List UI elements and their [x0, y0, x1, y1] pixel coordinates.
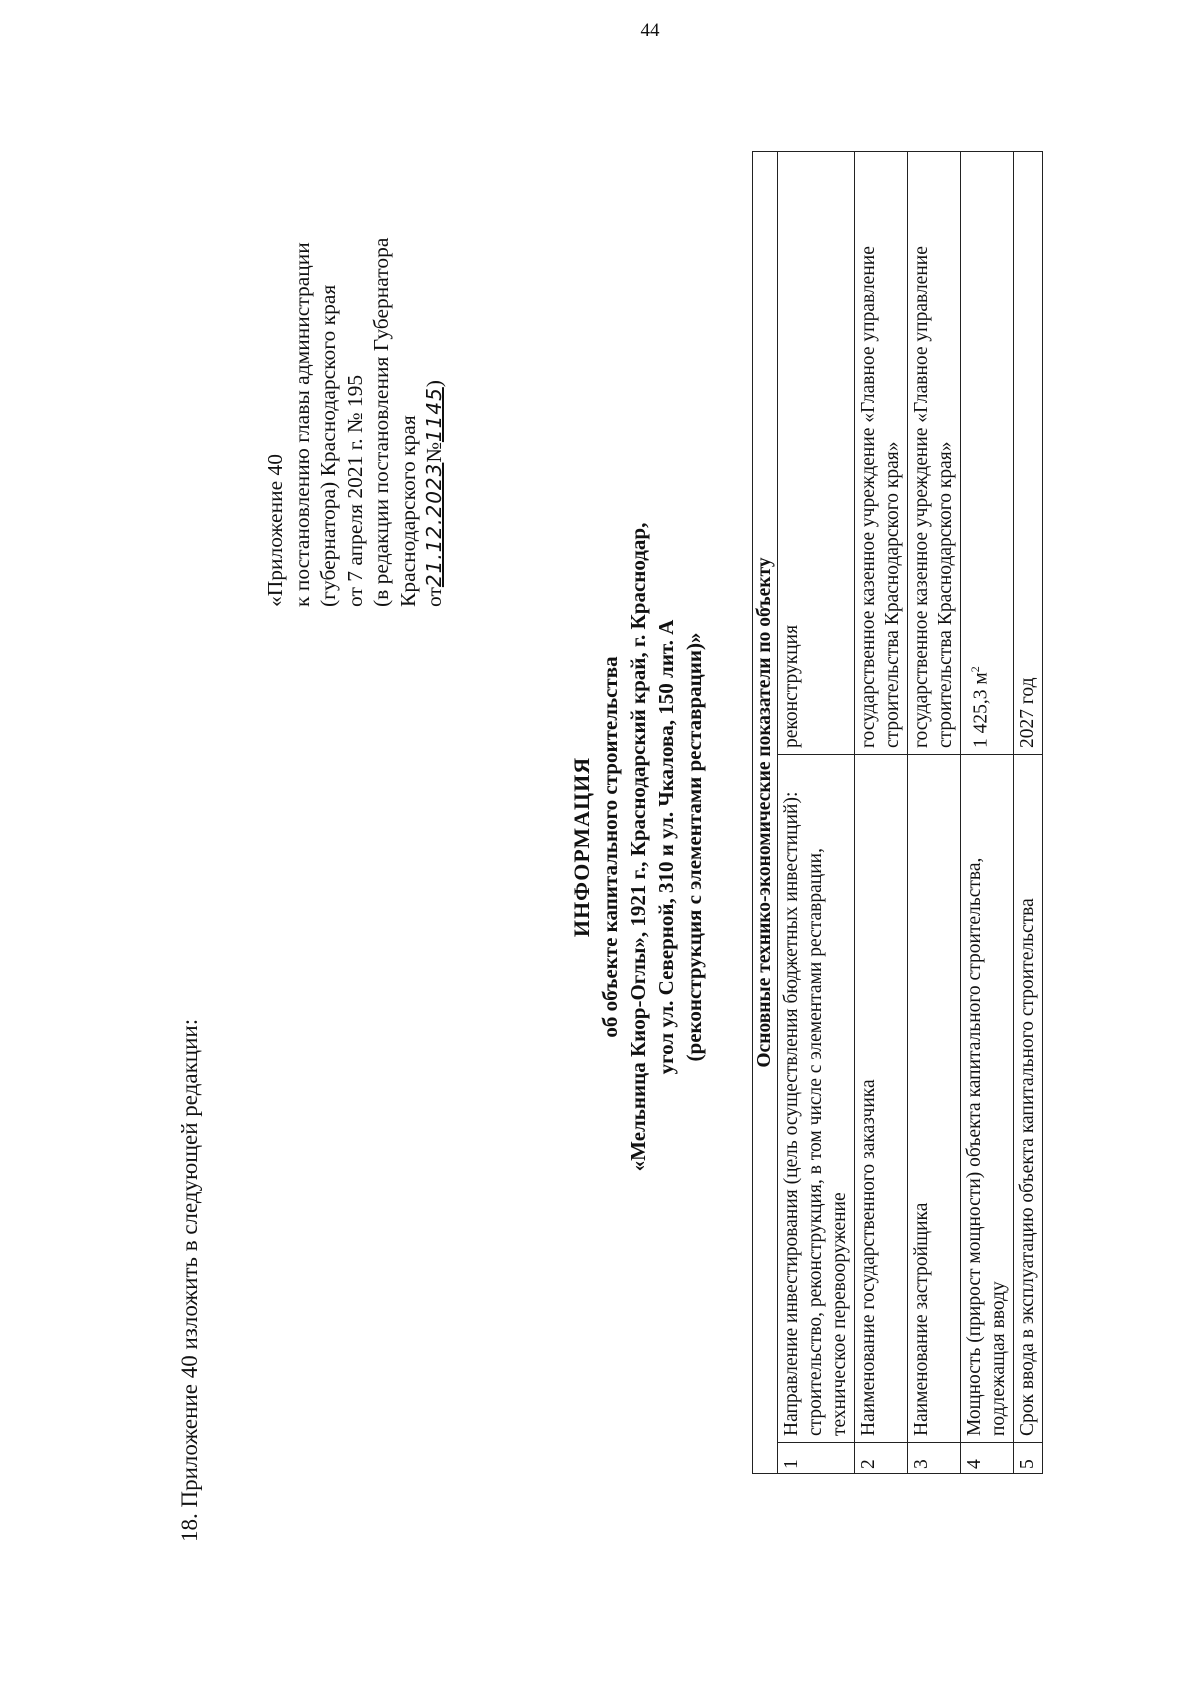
- unit-superscript: 2: [968, 666, 982, 673]
- table-row: [778, 152, 855, 1474]
- table-header: Основные технико-экономические показатели по объекту: [753, 152, 778, 1474]
- heading-line: угол ул. Северной, 310 и ул. Чкалова, 150 лит. А: [654, 619, 678, 1075]
- row-number: 3: [908, 1443, 961, 1474]
- appendix-line: (в редакции постановления Губернатора: [369, 237, 393, 607]
- row-number: 5: [1014, 1443, 1043, 1474]
- heading-subtitle: об объекте капитального строительства: [598, 656, 622, 1038]
- row-number: 4: [961, 1443, 1014, 1474]
- heading-line: «Мельница Киор-Оглы», 1921 г., Краснодарский край, г. Краснодар,: [626, 522, 650, 1172]
- row-value: государственное казенное учреждение «Главное управление строительства Краснодарского края»: [855, 152, 908, 755]
- appendix-line: (губернатора) Краснодарского края: [316, 284, 340, 607]
- appendix-line: Краснодарского края: [395, 415, 420, 607]
- table-header-row: [753, 152, 778, 1474]
- handwritten-date: 21.12.2023: [422, 462, 446, 588]
- row-value: 2027 год: [1014, 152, 1043, 755]
- table-row: [908, 152, 961, 1474]
- handwritten-number: 1145: [422, 387, 446, 443]
- intro-text: 18. Приложение 40 изложить в следующей редакции:: [177, 1018, 202, 1542]
- row-value: государственное казенное учреждение «Главное управление строительства Краснодарского края»: [908, 152, 961, 755]
- row-label: Мощность (прирост мощности) объекта капитального строительства, подлежащая вводу: [961, 755, 1014, 1443]
- document-heading: [568, 497, 708, 1197]
- date-prefix: от: [422, 587, 446, 607]
- number-prefix: №: [422, 442, 446, 463]
- capacity-value: 1 425,3 м: [970, 672, 992, 748]
- row-value: [961, 152, 1014, 755]
- row-label: Срок ввода в эксплуатацию объекта капитального строительства: [1014, 755, 1043, 1443]
- heading-title: ИНФОРМАЦИЯ: [569, 756, 594, 938]
- appendix-block: [262, 238, 448, 607]
- page-number: 44: [640, 20, 660, 41]
- table-row: [855, 152, 908, 1474]
- table-row: [961, 152, 1014, 1474]
- table-row: [1014, 152, 1043, 1474]
- indicators-table: [752, 151, 1043, 1474]
- row-value: реконструкция: [778, 152, 855, 755]
- heading-line: (реконструкция с элементами реставрации)»: [682, 632, 706, 1062]
- appendix-line: от 7 апреля 2021 г. № 195: [342, 374, 367, 607]
- row-label: Наименование государственного заказчика: [855, 755, 908, 1443]
- row-label: Наименование застройщика: [908, 755, 961, 1443]
- row-label: Направление инвестирования (цель осуществления бюджетных инвестиций): строительство, реконструкция, в том числе с элементами реставрации, техническое перевооружение: [778, 755, 855, 1443]
- appendix-line: к постановлению главы администрации: [289, 242, 314, 607]
- appendix-line: «Приложение 40: [263, 453, 287, 607]
- row-number: 2: [855, 1443, 908, 1474]
- appendix-date-line: [421, 238, 448, 607]
- closing-paren: ): [422, 380, 446, 388]
- row-number: 1: [778, 1443, 855, 1474]
